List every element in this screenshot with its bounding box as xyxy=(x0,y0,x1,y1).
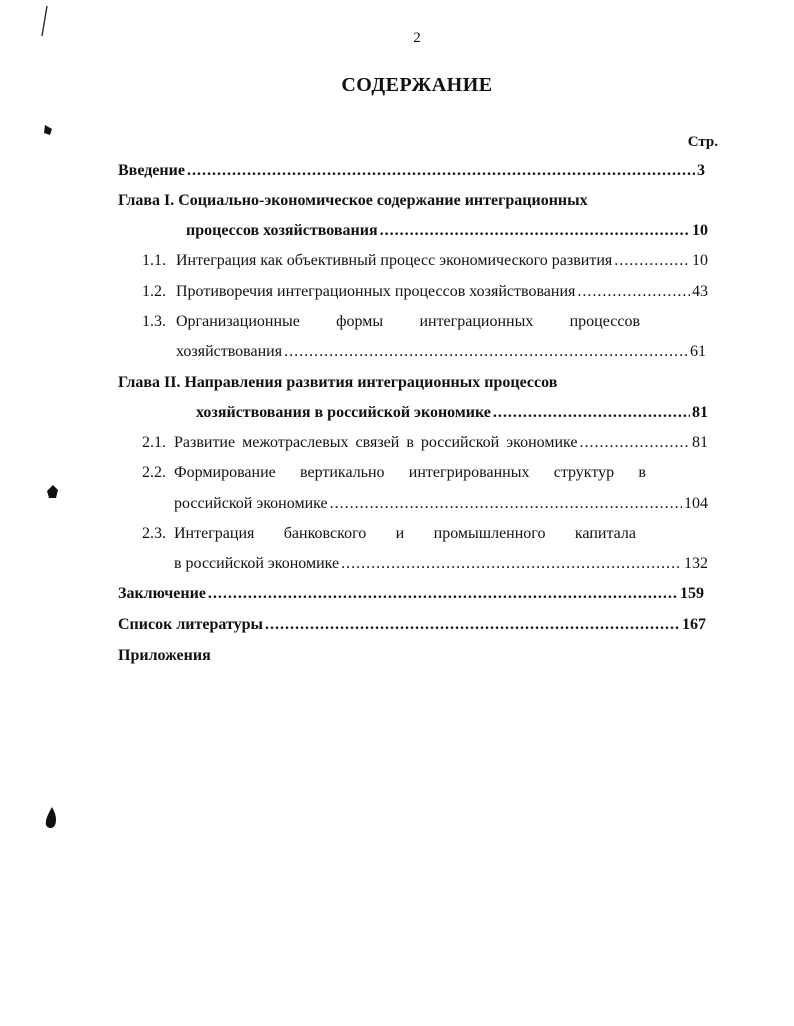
label-word: и xyxy=(395,525,405,542)
dot-leader xyxy=(265,614,680,636)
binder-hole-mark xyxy=(46,484,60,500)
label-word: банковского xyxy=(283,525,367,542)
toc-entry-label: Глава II. Направления развития интеграционных процессов xyxy=(118,374,558,391)
section-number: 1.2. xyxy=(142,283,166,300)
dot-leader xyxy=(577,281,690,303)
label-word: Интеграция xyxy=(174,525,255,542)
toc-entry-label: Введение xyxy=(118,162,185,179)
label-word: Организационные xyxy=(176,313,300,330)
dot-leader xyxy=(580,432,691,454)
label-word: в xyxy=(638,464,646,481)
section-number: 2.3. xyxy=(142,525,166,542)
toc-entry-label: российской экономике xyxy=(174,495,328,512)
toc-entry-bibliography[interactable] xyxy=(118,614,706,636)
toc-entry-section-2-3-cont[interactable] xyxy=(174,553,708,575)
label-word: формы xyxy=(336,313,384,330)
toc-entry-label: Интеграция как объективный процесс экономического развития xyxy=(176,252,613,269)
label-word: капитала xyxy=(574,525,636,542)
label-word: структур xyxy=(553,464,615,481)
toc-entry-label: хозяйствования в российской экономике xyxy=(196,404,491,421)
toc-entry-section-2-3[interactable] xyxy=(142,523,636,545)
toc-entry-label: хозяйствования xyxy=(176,343,283,360)
toc-entry-section-2-1[interactable] xyxy=(142,432,708,454)
label-word: промышленного xyxy=(433,525,546,542)
toc-entry-label xyxy=(176,311,640,333)
dot-leader xyxy=(208,583,678,605)
toc-page-number: 159 xyxy=(680,585,704,602)
toc-entry-section-1-1[interactable] xyxy=(142,250,708,272)
toc-entry-label xyxy=(174,523,636,545)
toc-entry-label: Приложения xyxy=(118,647,211,664)
toc-page-number: 167 xyxy=(682,616,706,633)
toc-entry-label xyxy=(174,462,646,484)
toc-entry-label: Список литературы xyxy=(118,616,263,633)
toc-page-number: 10 xyxy=(692,252,708,269)
toc-entry-chapter-1[interactable] xyxy=(118,190,718,212)
toc-page-number: 132 xyxy=(684,555,708,572)
dot-leader xyxy=(493,402,690,424)
dot-leader xyxy=(330,493,682,515)
label-word: интеграционных xyxy=(419,313,534,330)
dot-leader xyxy=(614,250,690,272)
toc-entry-conclusion[interactable] xyxy=(118,583,704,605)
toc-entry-label: процессов хозяйствования xyxy=(186,222,378,239)
toc-entry-section-1-2[interactable] xyxy=(142,281,708,303)
toc-page-number: 10 xyxy=(692,222,708,239)
dot-leader xyxy=(187,160,695,182)
toc-page-number: 43 xyxy=(692,283,708,300)
section-number: 1.3. xyxy=(142,313,166,330)
page-title: СОДЕРЖАНИЕ xyxy=(341,74,493,96)
section-number: 1.1. xyxy=(142,252,166,269)
binder-hole-mark xyxy=(42,123,54,137)
toc-entry-chapter-1-cont[interactable] xyxy=(186,220,708,242)
toc-page-number: 81 xyxy=(692,404,708,421)
section-number: 2.2. xyxy=(142,464,166,481)
toc-entry-label: Глава I. Социально-экономическое содержание интеграционных xyxy=(118,192,588,209)
page-number: 2 xyxy=(413,30,421,46)
toc-entry-section-1-3[interactable] xyxy=(142,311,640,333)
toc-entry-label: в российской экономике xyxy=(174,555,340,572)
label-word: интегрированных xyxy=(408,464,530,481)
label-word: процессов xyxy=(569,313,640,330)
dot-leader xyxy=(380,220,690,242)
toc-page-number: 61 xyxy=(690,343,706,360)
toc-page-number: 3 xyxy=(697,162,705,179)
toc-entry-section-1-3-cont[interactable] xyxy=(176,341,706,363)
toc-entry-chapter-2-cont[interactable] xyxy=(196,402,708,424)
toc-entry-label: Развитие межотраслевых связей в российской экономике xyxy=(174,434,578,451)
toc-entry-label: Противоречия интеграционных процессов хозяйствования xyxy=(176,283,576,300)
toc-entry-appendices[interactable] xyxy=(118,645,418,667)
dot-leader xyxy=(284,341,688,363)
dot-leader xyxy=(341,553,682,575)
section-number: 2.1. xyxy=(142,434,166,451)
toc-entry-chapter-2[interactable] xyxy=(118,372,718,394)
toc-page-number: 104 xyxy=(684,495,708,512)
toc-entry-label: Заключение xyxy=(118,585,206,602)
label-word: вертикально xyxy=(300,464,385,481)
label-word: Формирование xyxy=(174,464,276,481)
binder-hole-mark xyxy=(44,806,58,830)
page-column-header: Стр. xyxy=(687,134,718,150)
toc-entry-section-2-2[interactable] xyxy=(142,462,646,484)
toc-page-number: 81 xyxy=(692,434,708,451)
toc-entry-section-2-2-cont[interactable] xyxy=(174,493,708,515)
scan-stroke-mark xyxy=(38,4,52,38)
toc-entry-introduction[interactable] xyxy=(118,160,705,182)
